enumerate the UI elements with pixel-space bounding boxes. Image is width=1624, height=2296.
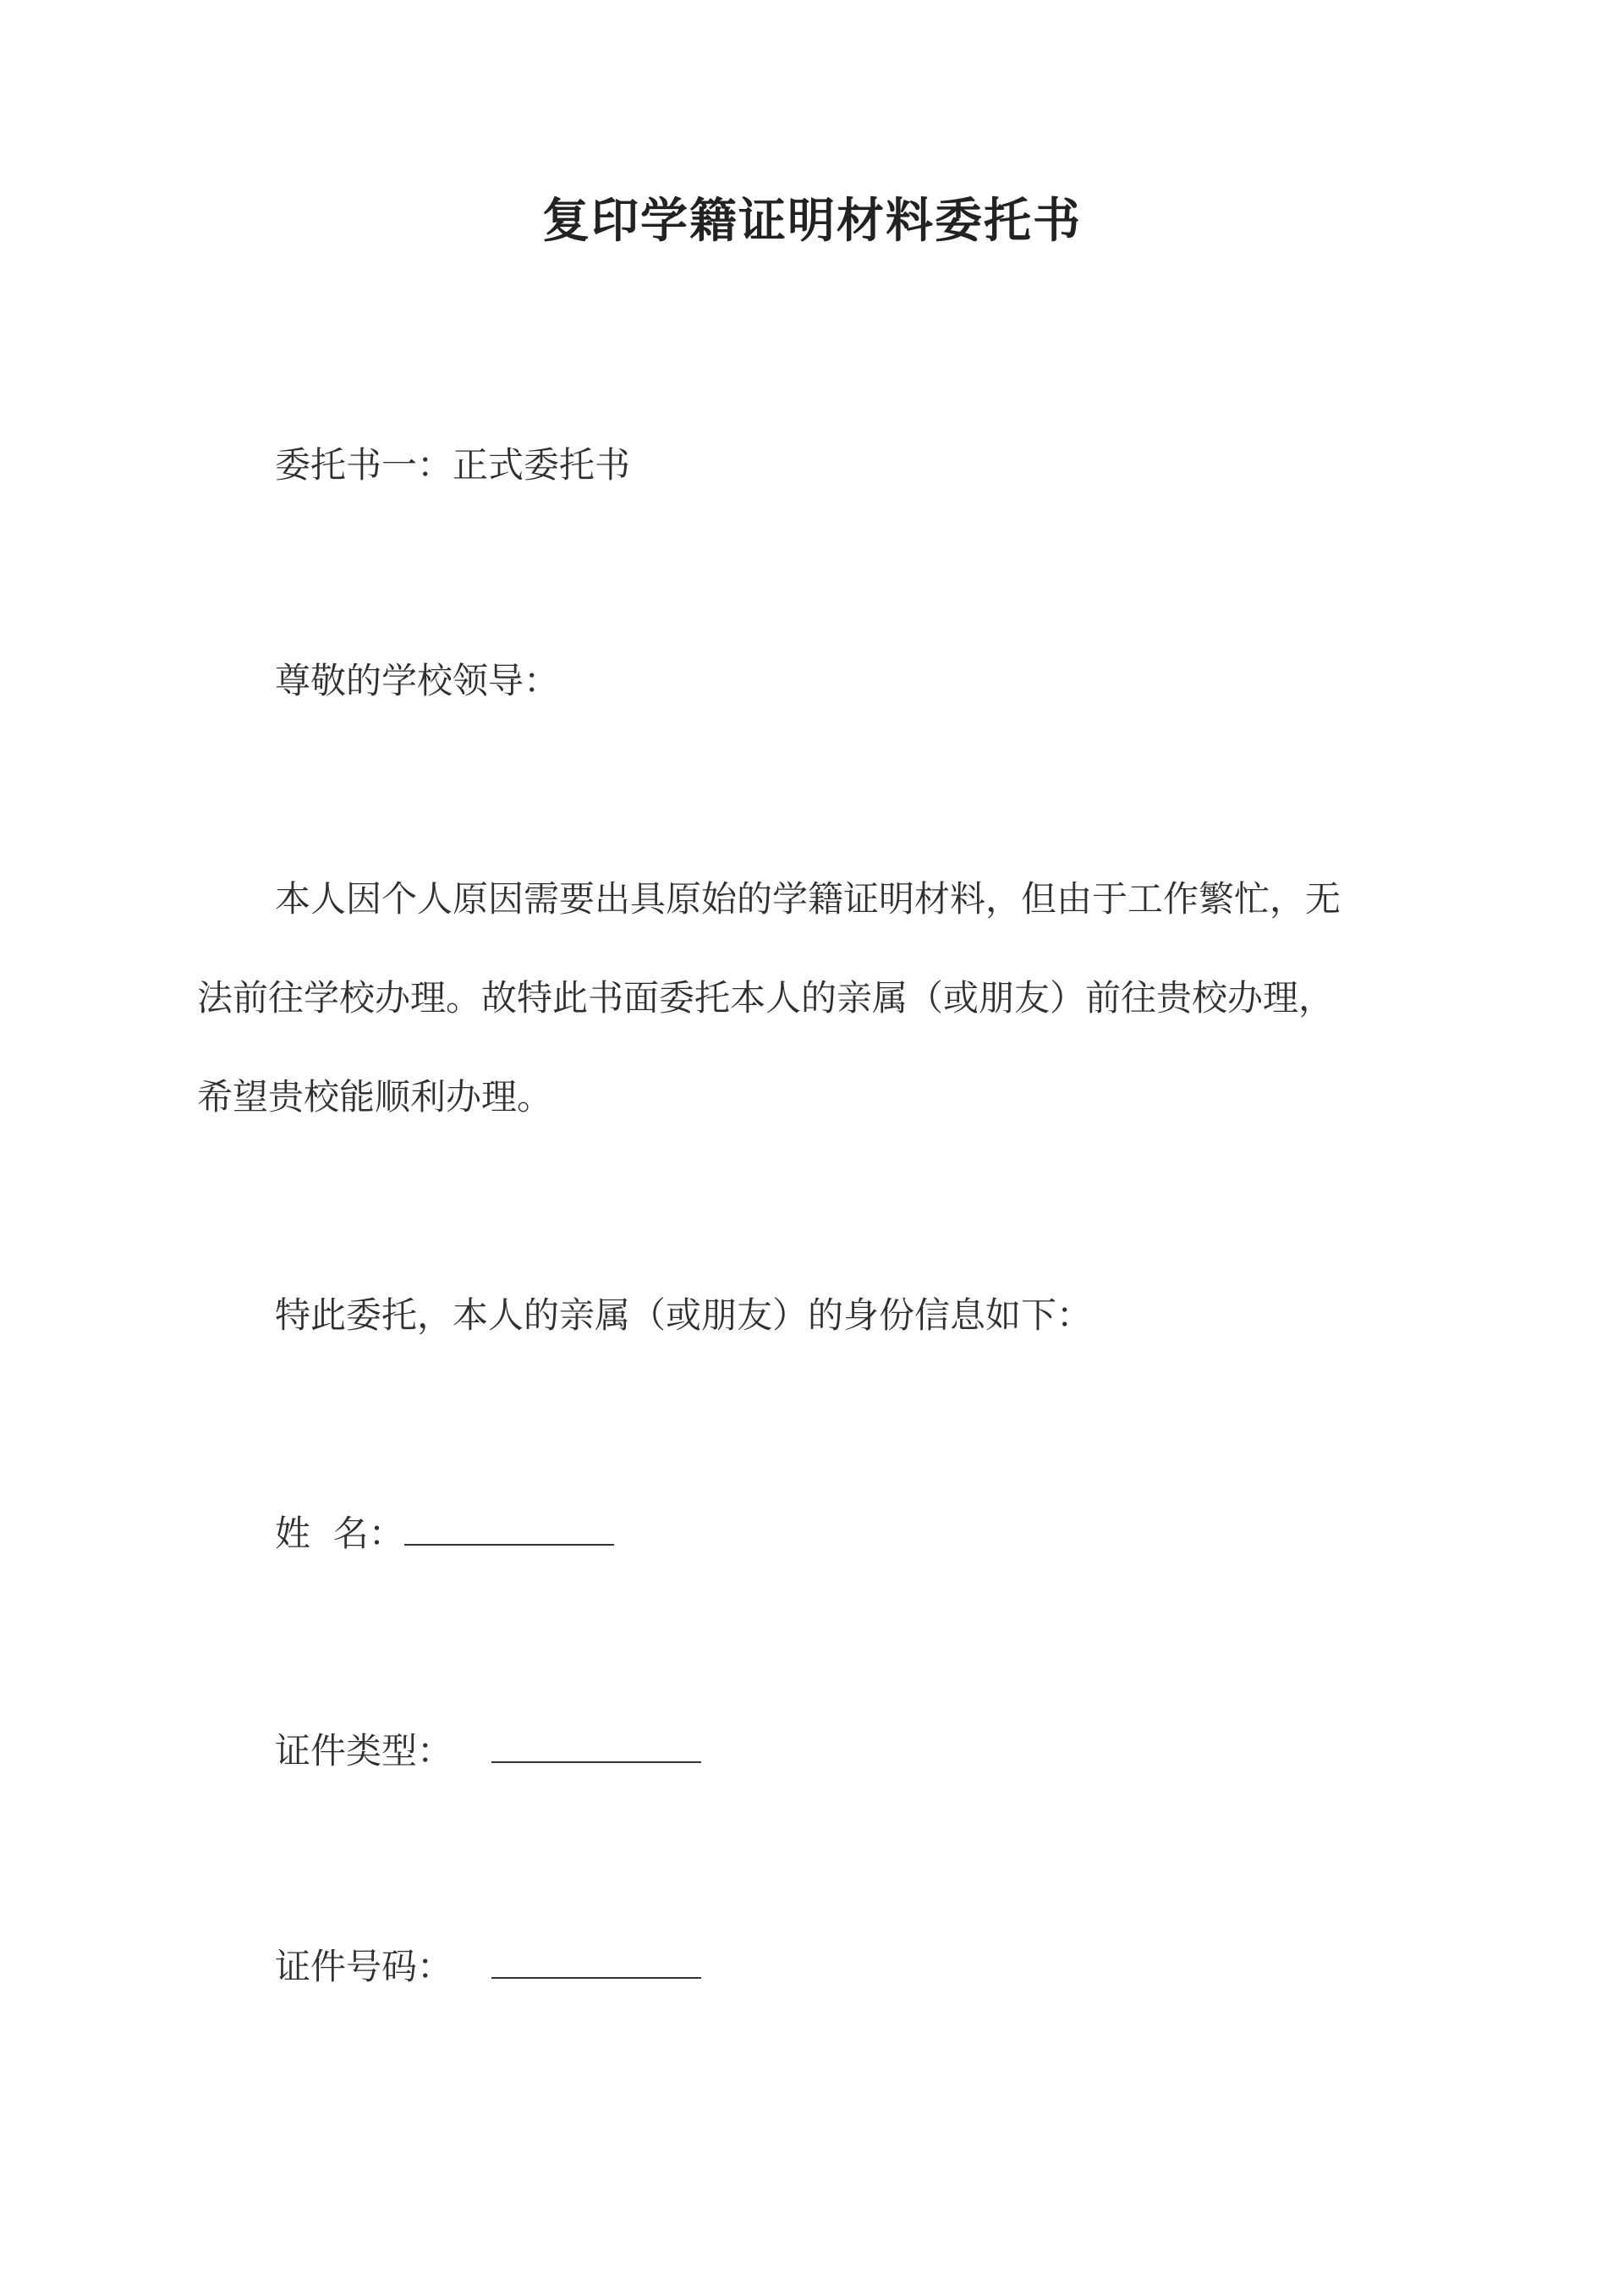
field-name-blank[interactable] — [404, 1513, 614, 1546]
field-id-number-row — [275, 1946, 701, 1988]
salutation: 尊敬的学校领导： — [275, 660, 560, 701]
closing-statement: 特此委托，本人的亲属（或朋友）的身份信息如下： — [275, 1294, 1093, 1336]
field-name-row — [275, 1513, 614, 1555]
field-id-type-row — [275, 1730, 701, 1772]
section-heading: 委托书一：正式委托书 — [275, 444, 631, 486]
field-name-label: 姓 名： — [275, 1513, 404, 1554]
field-id-type-blank[interactable] — [491, 1731, 701, 1763]
body-paragraph-line-2: 法前往学校办理。故特此书面委托本人的亲属（或朋友）前往贵校办理， — [197, 977, 1335, 1019]
document-title: 复印学籍证明材料委托书 — [542, 193, 1082, 249]
field-id-number-label: 证件号码： — [275, 1946, 453, 1987]
body-paragraph-line-3: 希望贵校能顺利办理。 — [197, 1076, 553, 1118]
body-paragraph-line-1: 本人因个人原因需要出具原始的学籍证明材料，但由于工作繁忙，无 — [275, 878, 1341, 920]
field-id-type-label: 证件类型： — [275, 1730, 453, 1771]
field-id-number-blank[interactable] — [491, 1947, 701, 1979]
